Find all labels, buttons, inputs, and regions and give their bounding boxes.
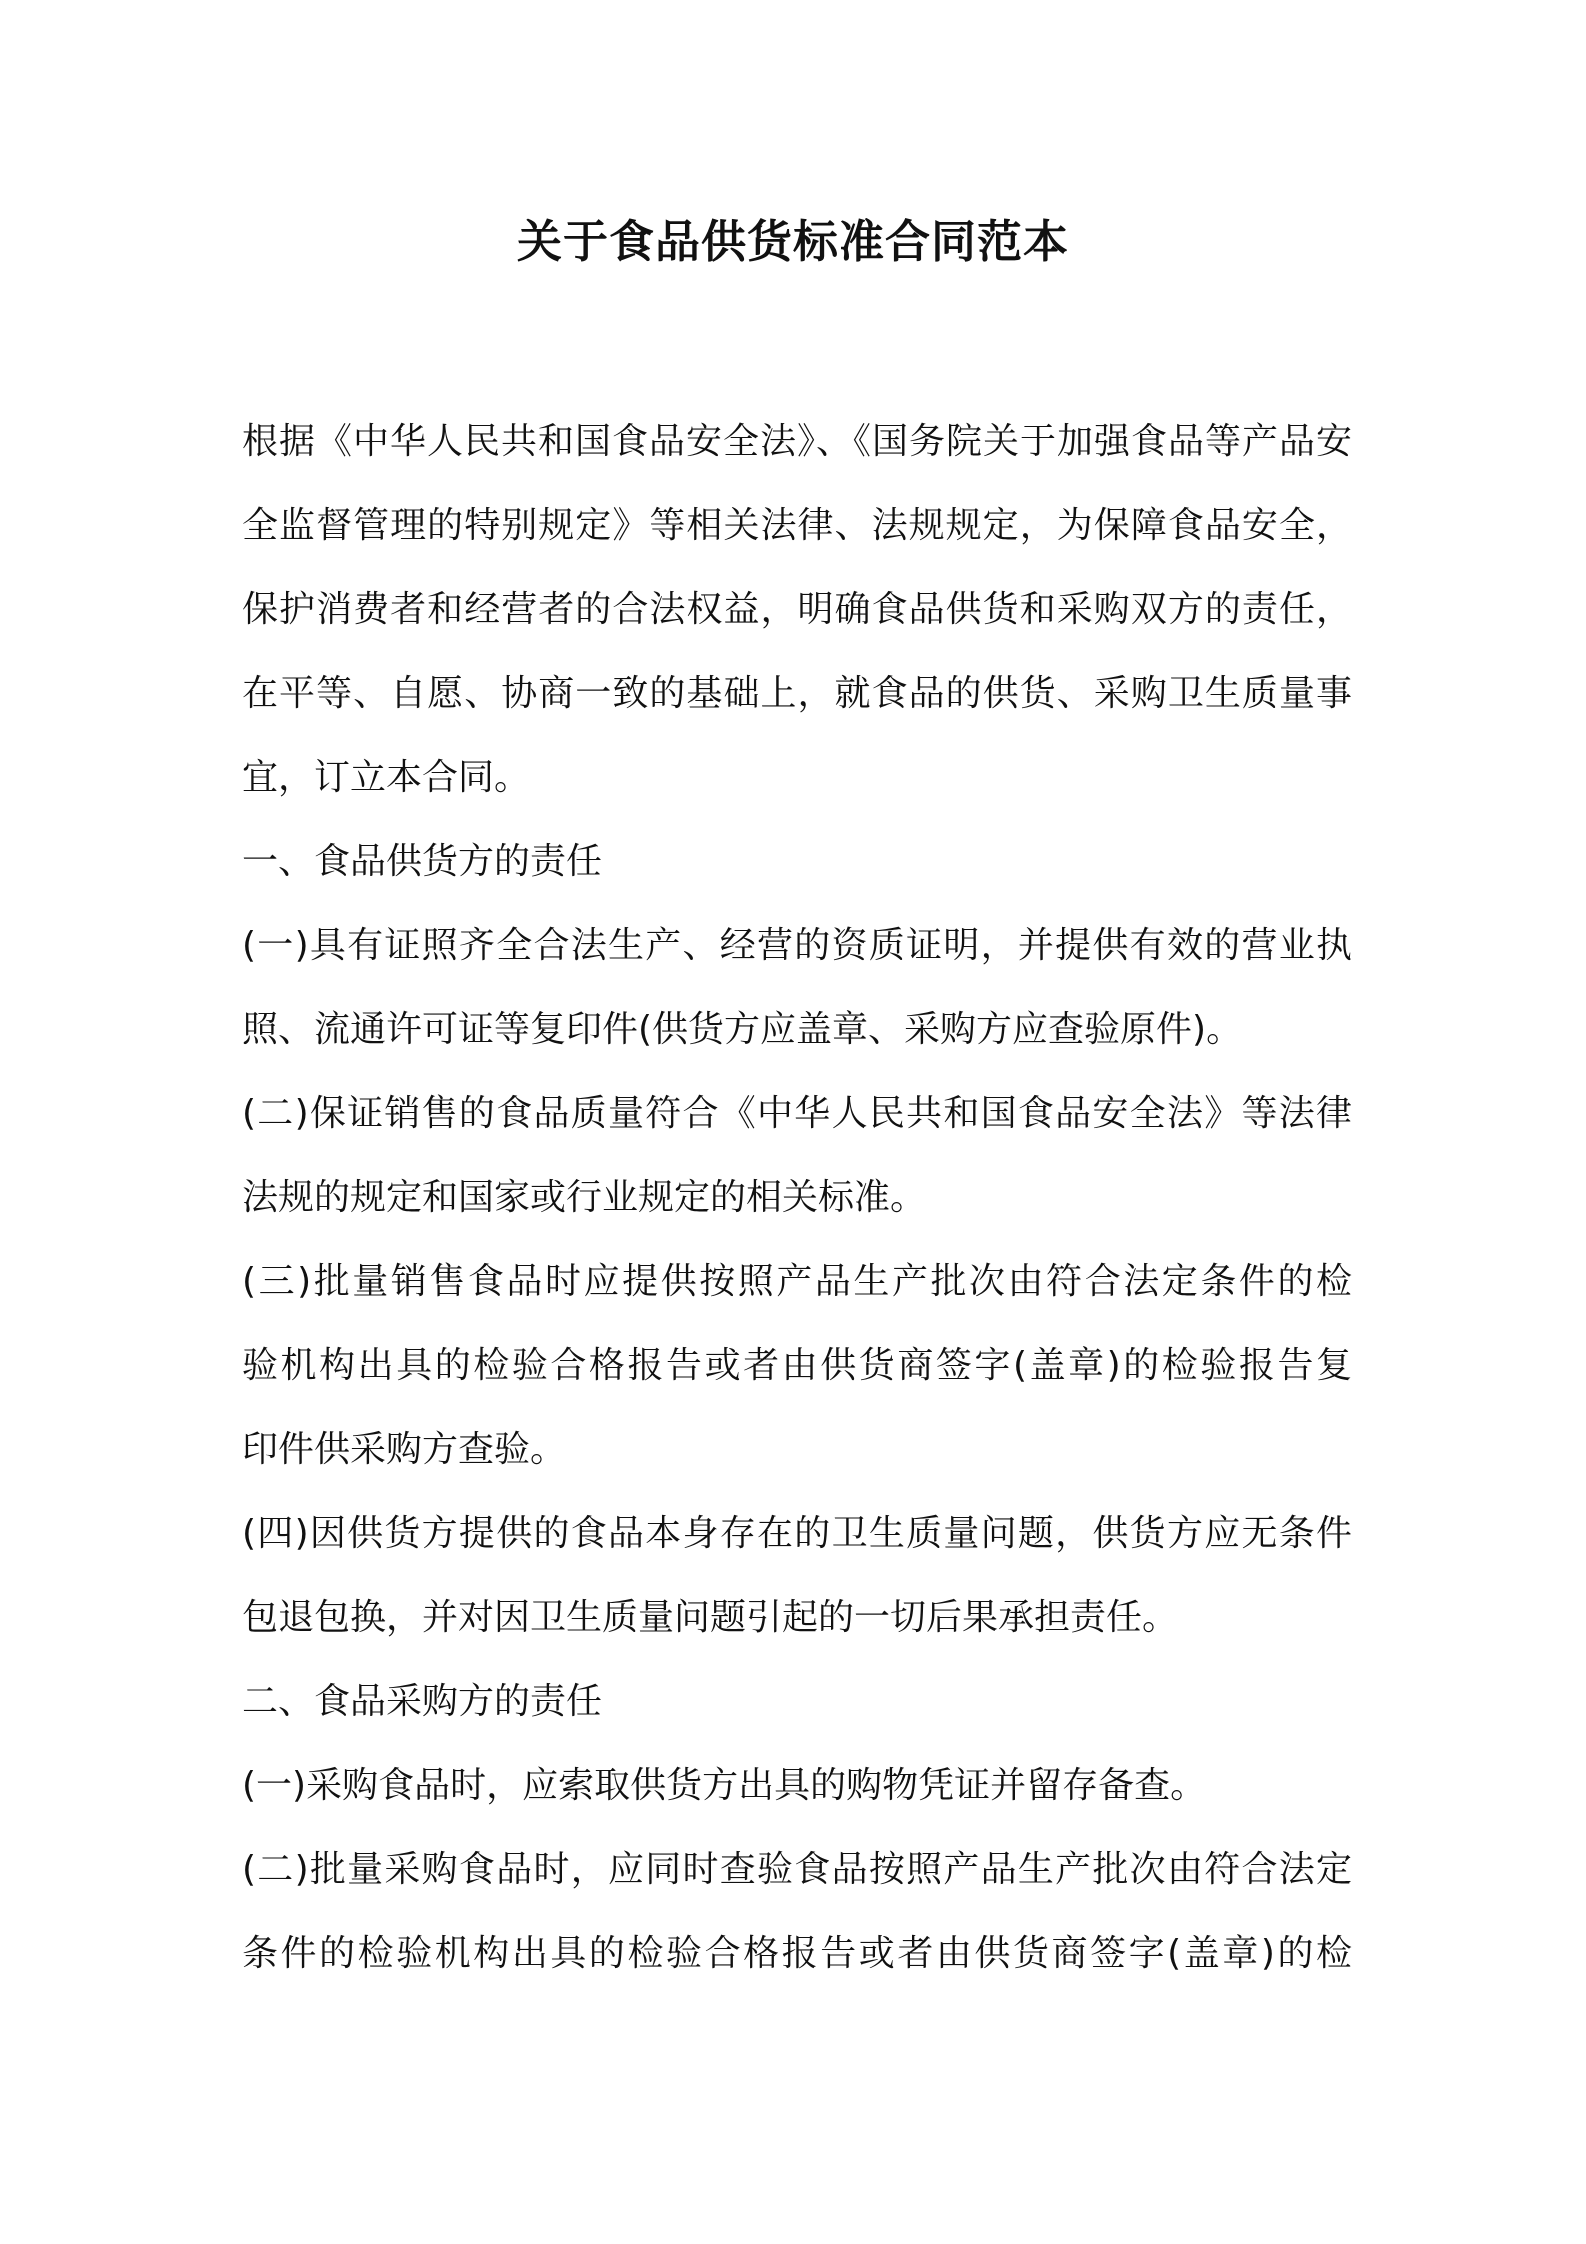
body-line-13: 印件供采购方查验。	[242, 1429, 567, 1470]
body-line-11: (三)批量销售食品时应提供按照产品生产批次由符合法定条件的检	[242, 1261, 1352, 1302]
section-heading-2: 二、食品采购方的责任	[242, 1681, 603, 1722]
body-line-14: (四)因供货方提供的食品本身存在的卫生质量问题，供货方应无条件	[242, 1513, 1352, 1554]
body-line-12: 验机构出具的检验合格报告或者由供货商签字(盖章)的检验报告复	[242, 1345, 1352, 1386]
body-line-10: 法规的规定和国家或行业规定的相关标准。	[242, 1177, 927, 1218]
section-heading-1: 一、食品供货方的责任	[242, 841, 603, 882]
body-line-18: (二)批量采购食品时，应同时查验食品按照产品生产批次由符合法定	[242, 1849, 1352, 1890]
body-line-4: 在平等、自愿、协商一致的基础上，就食品的供货、采购卫生质量事	[242, 673, 1352, 714]
body-line-5: 宜，订立本合同。	[242, 757, 531, 798]
body-line-17: (一)采购食品时，应索取供货方出具的购物凭证并留存备查。	[242, 1765, 1207, 1806]
document-title: 关于食品供货标准合同范本	[516, 215, 1069, 268]
body-line-19: 条件的检验机构出具的检验合格报告或者由供货商签字(盖章)的检	[242, 1933, 1352, 1974]
body-line-9: (二)保证销售的食品质量符合《中华人民共和国食品安全法》等法律	[242, 1093, 1352, 1134]
body-line-8: 照、流通许可证等复印件(供货方应盖章、采购方应查验原件)。	[242, 1009, 1243, 1050]
body-line-7: (一)具有证照齐全合法生产、经营的资质证明，并提供有效的营业执	[242, 925, 1352, 966]
body-line-3: 保护消费者和经营者的合法权益，明确食品供货和采购双方的责任，	[242, 589, 1352, 630]
body-line-2: 全监督管理的特别规定》等相关法律、法规规定，为保障食品安全，	[242, 505, 1352, 546]
body-line-1: 根据《中华人民共和国食品安全法》、《国务院关于加强食品等产品安	[242, 421, 1352, 462]
body-line-15: 包退包换，并对因卫生质量问题引起的一切后果承担责任。	[242, 1597, 1179, 1638]
